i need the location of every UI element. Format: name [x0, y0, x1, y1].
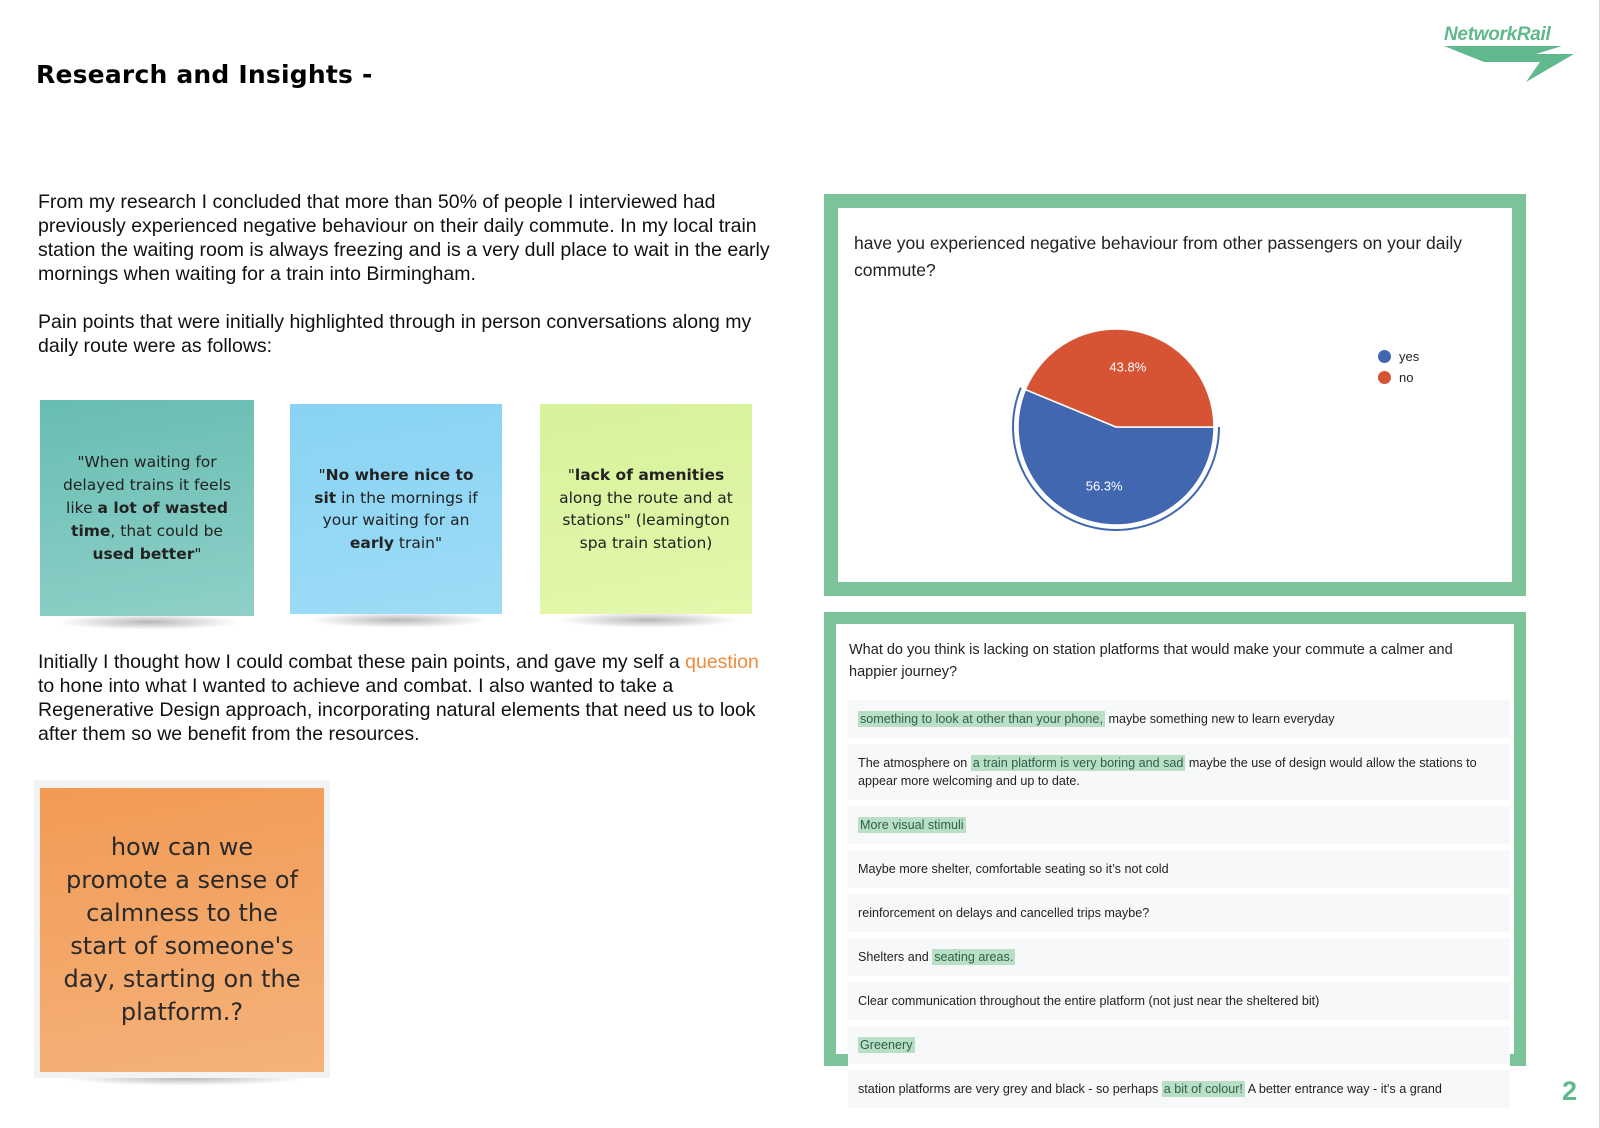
response-item	[848, 1070, 1510, 1110]
responses-question: What do you think is lacking on station platforms that would make your commute a calmer and happier journey?	[849, 642, 1453, 680]
response-highlight: something to look at other than your phone,	[860, 712, 1103, 726]
survey-chart-panel	[824, 194, 1526, 596]
page-title: Research and Insights -	[36, 60, 373, 89]
pie-label-yes: 56.3%	[1085, 478, 1123, 494]
response-highlight: More visual stimuli	[860, 818, 964, 832]
sticky-note-nowhere-to-sit: "No where nice to sit in the mornings if your waiting for an early train"	[290, 404, 502, 614]
response-text: A better entrance way - it's a grand	[1244, 1082, 1442, 1096]
pain-points-paragraph: Pain points that were initially highlighted through in person conversations along my daily route were as follows:	[38, 311, 752, 357]
response-text: maybe the use of design would allow the stations to appear more welcoming and up to date.	[858, 756, 1477, 788]
chart-title: have you experienced negative behaviour from other passengers on your daily commute?	[854, 233, 1463, 280]
page-number: 2	[1562, 1076, 1578, 1106]
response-item	[848, 1026, 1510, 1066]
legend-dot-no	[1378, 371, 1391, 384]
sticky-note-lack-of-amenities: "lack of amenities along the route and at stations" (leamington spa train station)	[540, 404, 752, 614]
response-item	[848, 744, 1510, 802]
intro-paragraph: From my research I concluded that more than 50% of people I interviewed had previously experienced negative behaviour on their daily commute. In my local train station the waiting room is always freezing and is a very dull place to wait in the early mornings when waiting for a train into Birmingham.	[38, 191, 770, 285]
response-highlight: seating areas.	[934, 950, 1014, 964]
logo-text: NetworkRail	[1444, 24, 1551, 45]
response-text: Shelters and	[858, 950, 933, 964]
survey-responses-panel	[824, 612, 1526, 1096]
response-item	[848, 700, 1510, 740]
response-item	[848, 894, 1510, 934]
responses-list	[848, 700, 1510, 1114]
legend-item-no: no	[1378, 367, 1419, 388]
response-text: station platforms are very grey and black - so perhaps	[858, 1082, 1162, 1096]
response-highlight: Greenery	[860, 1038, 913, 1052]
legend-dot-yes	[1378, 350, 1391, 363]
pie-label-no: 43.8%	[1109, 359, 1147, 375]
response-item	[848, 938, 1510, 978]
sticky-note-wasted-time: "When waiting for delayed trains it feels like a lot of wasted time, that could be used better"	[40, 400, 254, 616]
response-text: reinforcement on delays and cancelled trips maybe?	[858, 906, 1150, 920]
legend-item-yes: yes	[1378, 346, 1419, 367]
response-text: Clear communication throughout the entire platform (not just near the sheltered bit)	[858, 994, 1320, 1008]
response-item	[848, 982, 1510, 1022]
response-highlight: a bit of colour!	[1163, 1082, 1243, 1096]
approach-paragraph: Initially I thought how I could combat these pain points, and gave my self a question to hone into what I wanted to achieve and combat. I also wanted to take a Regenerative Design approach, incorporating natural elements that need us to look after them so we benefit from the resources.	[38, 651, 759, 745]
response-highlight: a train platform is very boring and sad	[972, 756, 1184, 770]
response-text: The atmosphere on	[858, 756, 971, 770]
network-rail-logo	[1444, 24, 1580, 80]
response-item	[848, 850, 1510, 890]
logo-arrow-icon	[1444, 44, 1580, 84]
sticky-note-question: how can we promote a sense of calmness to the start of someone's day, starting on the platform.?	[40, 788, 324, 1072]
response-text: Maybe more shelter, comfortable seating so it’s not cold	[858, 862, 1169, 876]
response-item	[848, 806, 1510, 846]
question-highlight: question	[685, 651, 759, 673]
response-text: maybe something new to learn everyday	[1104, 712, 1335, 726]
pie-chart	[838, 208, 1512, 582]
chart-legend	[1378, 346, 1419, 388]
